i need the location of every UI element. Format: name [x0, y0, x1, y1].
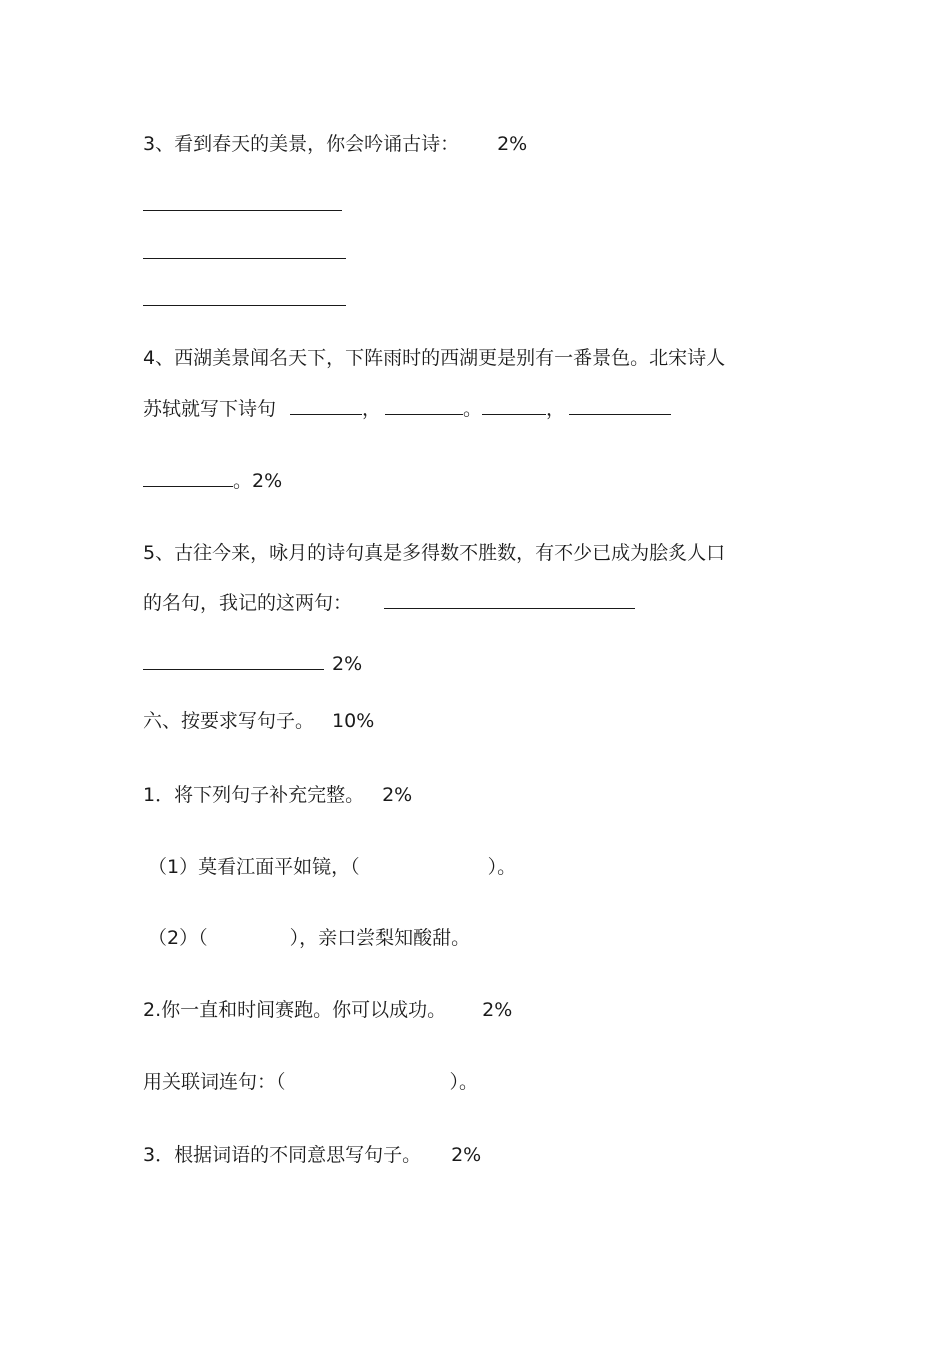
- q4-blank-2[interactable]: [385, 396, 463, 415]
- section6-score: 10%: [332, 710, 375, 732]
- section6-heading: [143, 709, 374, 733]
- q5-blank-1[interactable]: [384, 590, 635, 609]
- s6q1-item-1: [148, 855, 516, 879]
- s6q1-line: [143, 783, 412, 807]
- q4-blank-4[interactable]: [569, 396, 671, 415]
- q4-blank-1[interactable]: [290, 396, 362, 415]
- q3-text: 3、看到春天的美景，你会吟诵古诗：: [143, 133, 460, 155]
- q4-line3-suffix: 。2%: [233, 470, 283, 492]
- q5-line-3: [143, 651, 362, 676]
- s6q3-line: [143, 1143, 481, 1167]
- q4-line-3: [143, 468, 282, 493]
- s6q2-prompt-suffix: ）。: [449, 1071, 479, 1093]
- q4-line-1: 4、西湖美景闻名天下，下阵雨时的西湖更是别有一番景色。北宋诗人: [143, 347, 726, 369]
- s6q1-score: 2%: [382, 784, 413, 806]
- q4-line-2: [143, 396, 671, 421]
- s6q1-item2-suffix: ），亲口尝梨知酸甜。: [289, 927, 471, 949]
- s6q3-text: 3．根据词语的不同意思写句子。: [143, 1144, 422, 1166]
- q5-score: 2%: [332, 653, 363, 675]
- s6q3-score: 2%: [451, 1144, 482, 1166]
- q4-comma-2: ，: [546, 398, 566, 420]
- q4-period-1: 。: [463, 398, 483, 420]
- q5-line2-prefix: 的名句，我记的这两句：: [143, 592, 353, 614]
- q4-blank-5[interactable]: [143, 468, 233, 487]
- q4-blank-3[interactable]: [482, 396, 546, 415]
- s6q1-item-2: [148, 926, 470, 950]
- s6q2-prompt: [143, 1070, 478, 1094]
- q3-answer-line-1[interactable]: [143, 210, 342, 211]
- s6q2-line: [143, 998, 512, 1022]
- q3-line: [143, 132, 527, 156]
- s6q1-item1-prefix: （1）莫看江面平如镜，（: [148, 856, 360, 878]
- s6q1-item1-suffix: ）。: [487, 856, 517, 878]
- q5-blank-2[interactable]: [143, 651, 324, 670]
- q3-score: 2%: [497, 133, 528, 155]
- q5-line-1: 5、古往今来，咏月的诗句真是多得数不胜数，有不少已成为脍炙人口: [143, 542, 726, 564]
- q3-answer-line-2[interactable]: [143, 258, 346, 259]
- section6-title: 六、按要求写句子。: [143, 710, 315, 732]
- q3-answer-line-3[interactable]: [143, 305, 346, 306]
- q4-line2-prefix: 苏轼就写下诗句: [143, 398, 277, 420]
- q4-comma-1: ，: [362, 398, 382, 420]
- q5-line-2: [143, 590, 635, 615]
- s6q2-prompt-prefix: 用关联词连句：（: [143, 1071, 286, 1093]
- s6q1-text: 1．将下列句子补充完整。: [143, 784, 365, 806]
- s6q1-item2-prefix: （2）（: [148, 927, 208, 949]
- s6q2-score: 2%: [482, 999, 513, 1021]
- s6q2-text: 2.你一直和时间赛跑。你可以成功。: [143, 999, 447, 1021]
